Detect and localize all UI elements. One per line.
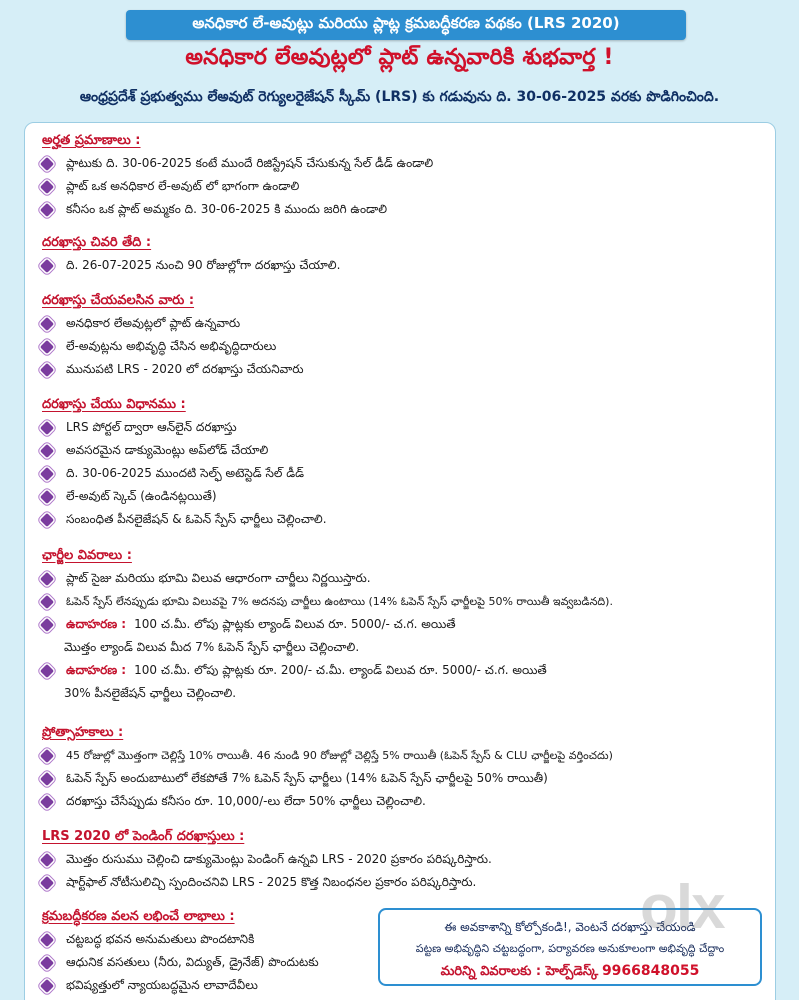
section-title: ఛార్జీల వివరాలు : xyxy=(42,548,132,563)
list-item: ఓపెన్ స్పేస్ అందుబాటులో లేకపోతే 7% ఓపెన్ స్పేస్ ఛార్జీలు (14% ఓపెన్ స్పేస్ ఛార్జీలపై 50% రాయితీ) xyxy=(42,767,782,790)
list-item: ది. 30-06-2025 ముందటి సెల్ఫ్ అటెస్టెడ్ సేల్ డీడ్ xyxy=(42,462,782,485)
helpline-label: మరిన్ని వివరాలకు : హెల్ప్‌డెస్క్ xyxy=(440,964,599,979)
bullet-icon xyxy=(40,489,54,503)
list-item: అనధికార లేఅవుట్లలో ప్లాట్ ఉన్నవారు xyxy=(42,312,782,335)
bullet-icon xyxy=(40,571,54,585)
list-item: 45 రోజుల్లో మొత్తంగా చెల్లిస్తే 10% రాయితీ. 46 నుండి 90 రోజుల్లో చెల్లిస్తే 5% రాయితీ (ఓపెన్ స్పేస్ & CLU ఛార్జీలపై వర్తించదు) xyxy=(42,744,782,767)
list-item: మునుపటి LRS - 2020 లో దరఖాస్తు చేయనివారు xyxy=(42,358,782,381)
list-item: LRS పోర్టల్ ద్వారా ఆన్‌లైన్ దరఖాస్తు xyxy=(42,416,782,439)
example-item: ఉదాహరణ : 100 చ.మీ. లోపు ప్లాట్లకు రూ. 200/- చ.మీ. ల్యాండ్ విలువ రూ. 5000/- చ.గ. అయితే xyxy=(42,659,782,682)
section-procedure xyxy=(42,394,782,531)
bullet-icon xyxy=(40,852,54,866)
section-who-should-apply xyxy=(42,290,782,381)
section-title: దరఖాస్తు చేయవలసిన వారు : xyxy=(42,293,195,308)
bullet-icon xyxy=(40,258,54,272)
list-item: ప్లాట్ ఒక అనధికార లే-అవుట్ లో భాగంగా ఉండాలి xyxy=(42,175,782,198)
section-last-date xyxy=(42,232,782,277)
announcement: ఆంధ్రప్రదేశ్ ప్రభుత్వము లేఅవుట్ రెగ్యులరైజేషన్ స్కీమ్ (LRS) కు గడువును ది. 30-06-2025 వరకు పొడిగించింది. xyxy=(79,89,720,105)
bullet-icon xyxy=(40,794,54,808)
bullet-icon xyxy=(40,443,54,457)
bullet-icon xyxy=(40,748,54,762)
section-incentives xyxy=(42,722,782,813)
helpline-line1: ఈ అవకాశాన్ని కోల్పోకండి!, వెంటనే దరఖాస్తు చేయండి xyxy=(444,920,696,934)
bullet-icon xyxy=(40,875,54,889)
bullet-icon xyxy=(40,156,54,170)
example-continuation: మొత్తం ల్యాండ్ విలువ మీద 7% ఓపెన్ స్పేస్ ఛార్జీలు చెల్లించాలి. xyxy=(64,640,360,654)
list-item: భవిష్యత్తులో న్యాయబద్ధమైన లావాదేవీలు xyxy=(42,974,372,997)
list-item: ఆధునిక వసతులు (నీరు, విద్యుత్, డ్రైనేజ్) పొందుటకు xyxy=(42,951,372,974)
bullet-icon xyxy=(40,179,54,193)
example-continuation: 30% పీనలైజేషన్ ఛార్జీలు చెల్లించాలి. xyxy=(64,686,237,700)
bullet-icon xyxy=(40,362,54,376)
scheme-title-banner xyxy=(126,10,686,40)
bullet-icon xyxy=(40,771,54,785)
scheme-title: అనధికార లే-అవుట్లు మరియు ప్లాట్ల క్రమబద్ధీకరణ పథకం (LRS 2020) xyxy=(192,14,620,32)
list-item: ఓపెన్ స్పేస్ లేనప్పుడు భూమి విలువపై 7% అదనపు చార్జీలు ఉంటాయి (14% ఓపెన్ స్పేస్ ఛార్జీలపై 50% రాయితీ ఇవ్వబడినది). xyxy=(42,590,782,613)
list-item: లే-అవుట్ స్కెచ్ (ఉండినట్లయితే) xyxy=(42,485,782,508)
list-item: చట్టబద్ధ భవన అనుమతులు పొందటానికి xyxy=(42,928,372,951)
bullet-icon xyxy=(40,466,54,480)
olx-watermark-logo: olx xyxy=(640,873,724,942)
list-item: ది. 26-07-2025 నుంచి 90 రోజుల్లోగా దరఖాస్తు చేయాలి. xyxy=(42,254,782,277)
list-item: ప్లాటుకు ది. 30-06-2025 కంటే ముందే రిజిస్ట్రేషన్ చేసుకున్న సేల్ డీడ్ ఉండాలి xyxy=(42,152,782,175)
bullet-icon xyxy=(40,663,54,677)
bullet-icon xyxy=(40,316,54,330)
helpline-line2: పట్టణ అభివృద్ధిని చట్టబద్ధంగా, పర్యావరణ అనుకూలంగా అభివృద్ధి చేద్దాం xyxy=(415,942,725,955)
section-title: దరఖాస్తు చేయు విధానము : xyxy=(42,397,186,412)
bullet-icon xyxy=(40,932,54,946)
example-item: ఉదాహరణ : 100 చ.మీ. లోపు ప్లాట్లకు ల్యాండ్ విలువ రూ. 5000/- చ.గ. అయితే xyxy=(42,613,782,636)
bullet-icon xyxy=(40,594,54,608)
bullet-icon xyxy=(40,512,54,526)
section-title: దరఖాస్తు చివరి తేది : xyxy=(42,235,152,250)
list-item: లే-అవుట్లను అభివృద్ధి చేసిన అభివృద్ధిదారులు xyxy=(42,335,782,358)
helpline-number: 9966848055 xyxy=(601,963,700,979)
section-title: ప్రోత్సాహకాలు : xyxy=(42,725,124,740)
bullet-icon xyxy=(40,955,54,969)
list-item: షార్ట్‌ఫాల్ నోటీసులిచ్చి స్పందించనివి LRS - 2025 కొత్త నిబంధనల ప్రకారం పరిష్కరిస్తారు. xyxy=(42,871,782,894)
bullet-icon xyxy=(40,339,54,353)
list-item: కనీసం ఒక ప్లాట్ అమ్మకం ది. 30-06-2025 కి ముందు జరిగి ఉండాలి xyxy=(42,198,782,221)
list-item: సంబంధిత పీనలైజేషన్ & ఓపెన్ స్పేస్ ఛార్జీలు చెల్లించాలి. xyxy=(42,508,782,531)
section-charges xyxy=(42,545,782,705)
headline: అనధికార లేఅవుట్లలో ప్లాట్ ఉన్నవారికి శుభవార్త ! xyxy=(185,45,614,70)
list-item: దరఖాస్తు చేసేప్పుడు కనీసం రూ. 10,000/-లు లేదా 50% ఛార్జీలు చెల్లించాలి. xyxy=(42,790,782,813)
section-benefits xyxy=(42,906,372,997)
section-title: క్రమబద్ధీకరణ వలన లభించే లాభాలు : xyxy=(42,909,235,924)
list-item: ప్లాట్ సైజు మరియు భూమి విలువ ఆధారంగా చార్జీలు నిర్ణయిస్తారు. xyxy=(42,567,782,590)
section-title: LRS 2020 లో పెండింగ్ దరఖాస్తులు : xyxy=(42,829,245,844)
helpline-contact xyxy=(380,960,760,982)
bullet-icon xyxy=(40,420,54,434)
bullet-icon xyxy=(40,617,54,631)
list-item: మొత్తం రుసుము చెల్లించి డాక్యుమెంట్లు పెండింగ్ ఉన్నవి LRS - 2020 ప్రకారం పరిష్కరిస్తారు. xyxy=(42,848,782,871)
bullet-icon xyxy=(40,978,54,992)
bullet-icon xyxy=(40,202,54,216)
list-item: అవసరమైన డాక్యుమెంట్లు అప్‌లోడ్ చేయాలి xyxy=(42,439,782,462)
section-eligibility xyxy=(42,130,782,221)
section-title: అర్హత ప్రమాణాలు : xyxy=(42,133,141,148)
